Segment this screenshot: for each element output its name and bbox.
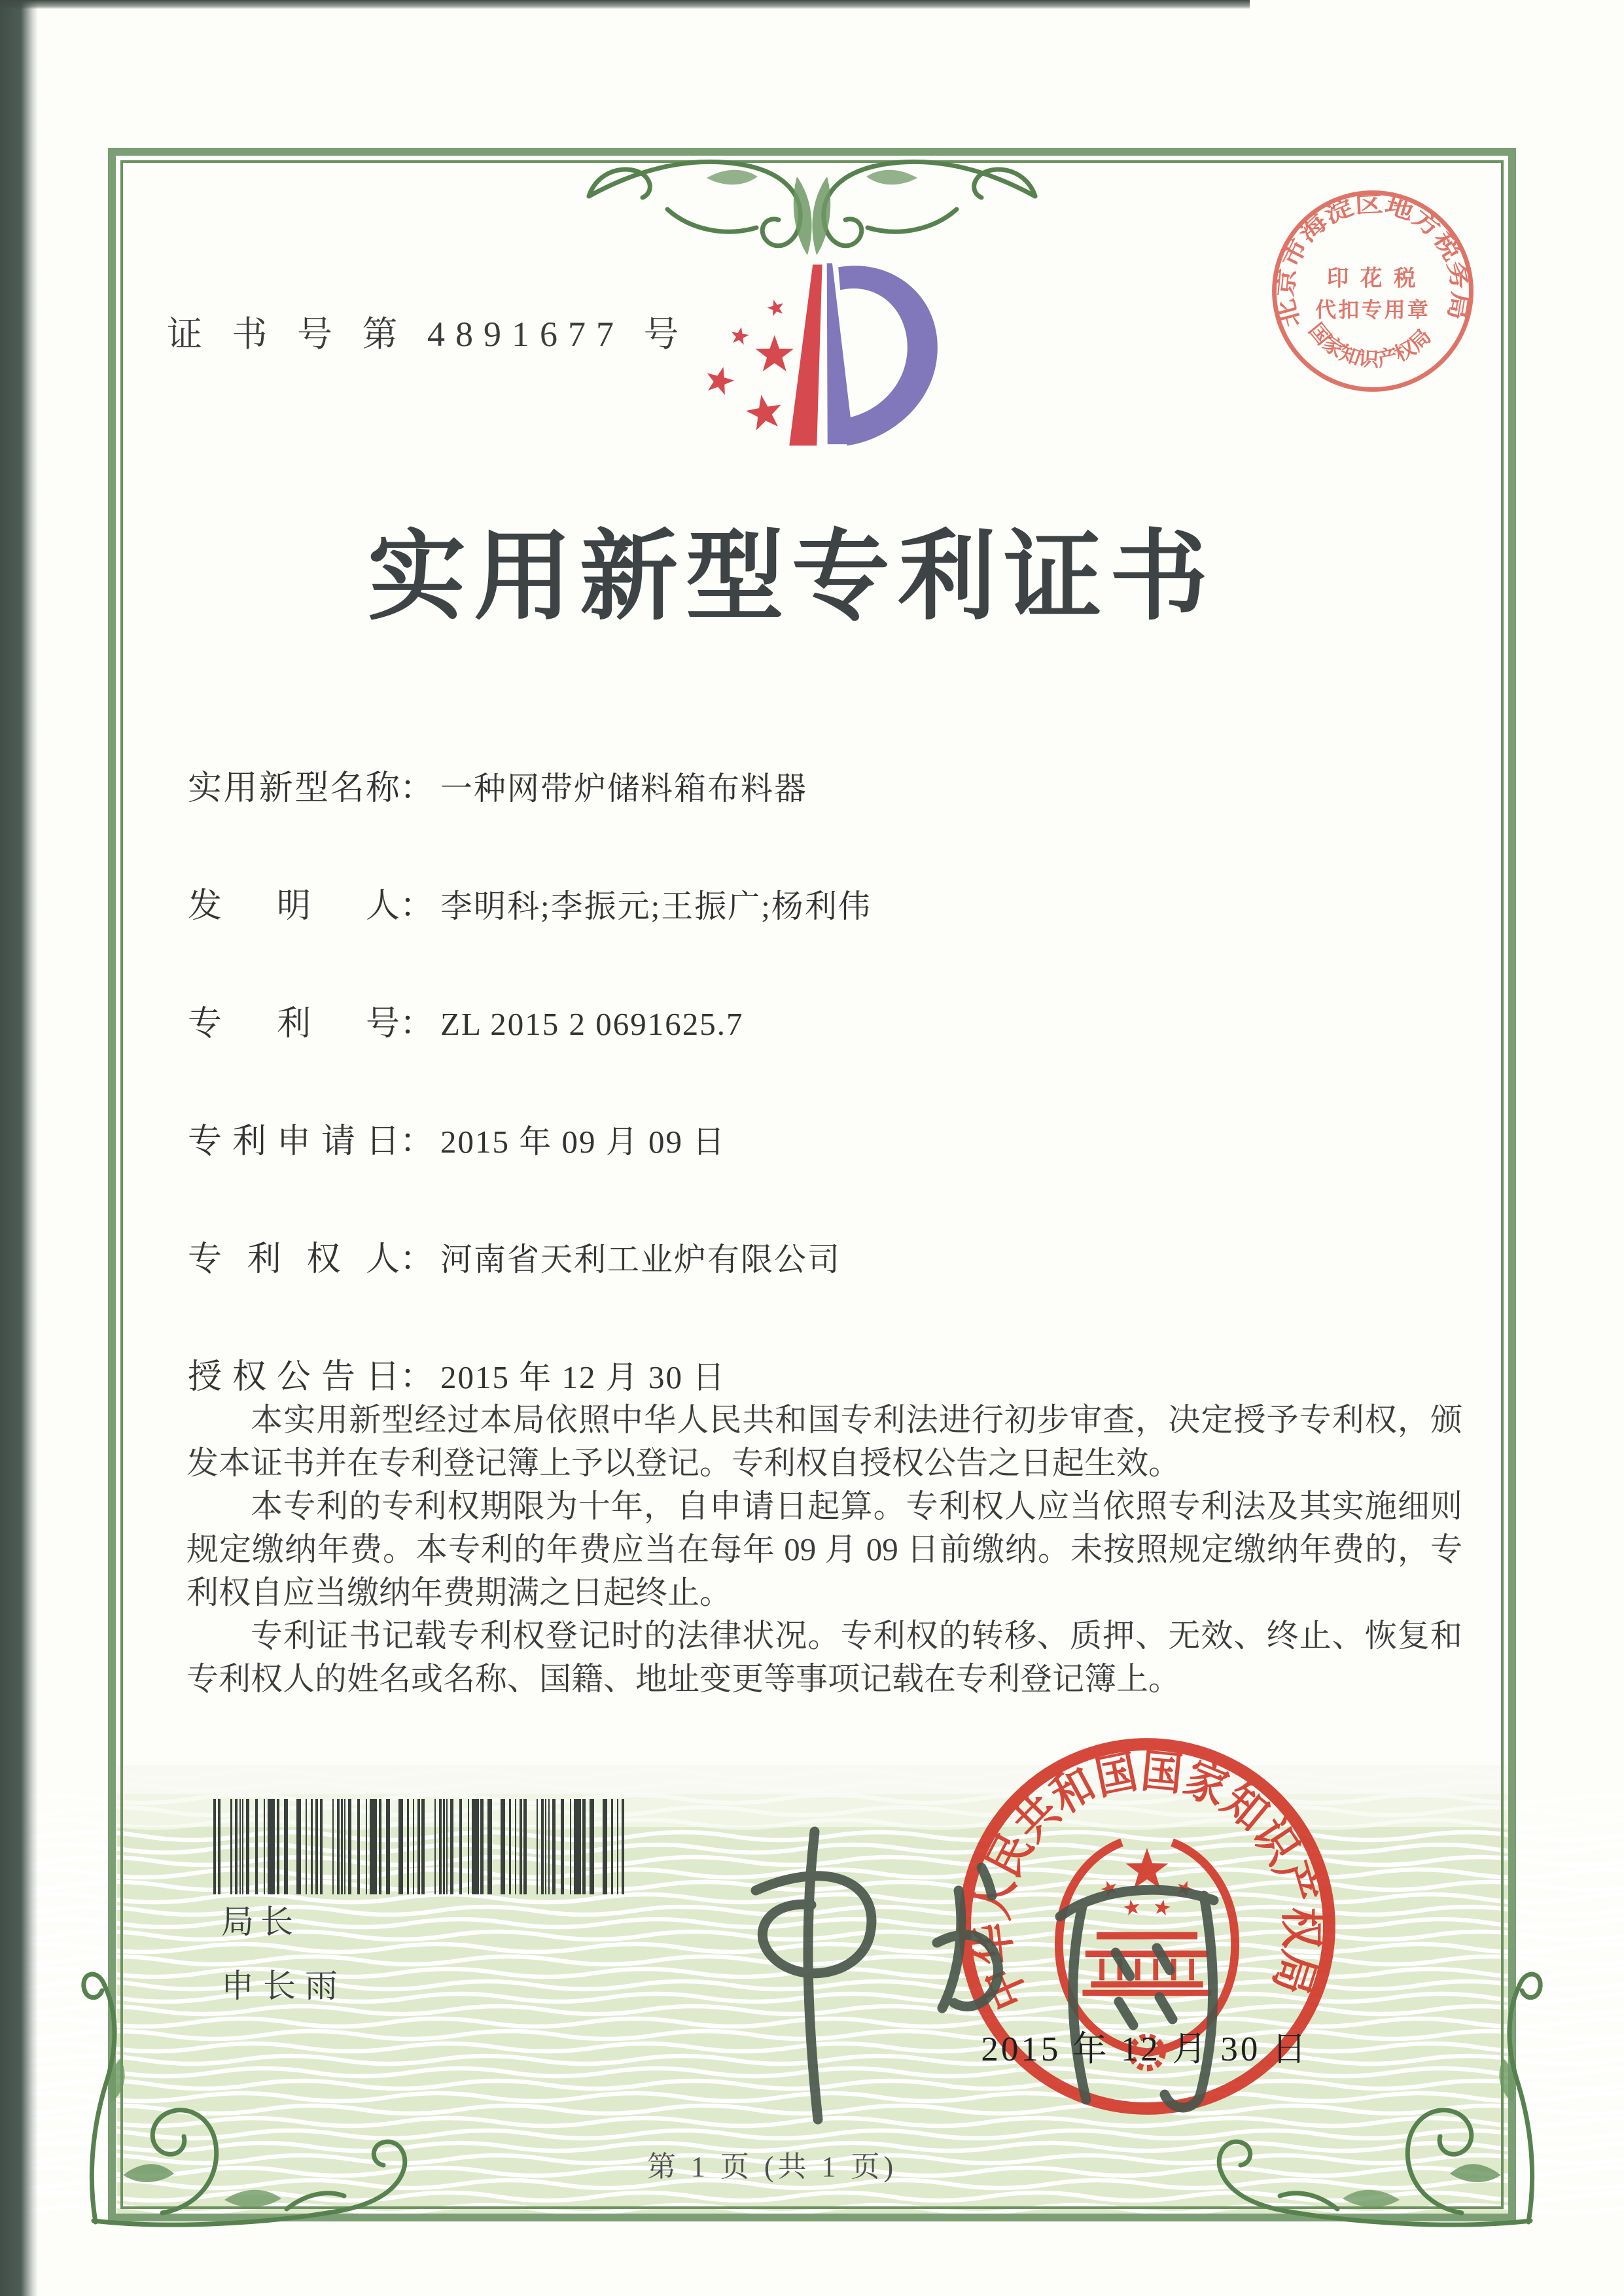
barcode [213,1799,627,1894]
director-signature [707,1812,1243,2139]
logo-star-icon [767,300,783,316]
tax-stamp-arc-top-text: 北京市海淀区地方税务局 [1273,192,1472,330]
field-label: 授权公告日 [188,1359,400,1396]
field-row-patent-number [188,996,744,1045]
legal-paragraph: 专利证书记载专利权登记时的法律状况。专利权的转移、质押、无效、终止、恢复和专利权人的姓名或名称、国籍、地址变更等事项记载在专利登记簿上。 [186,1618,1462,1697]
field-value: 李明科;李振元;王振广;杨利伟 [440,888,872,924]
svg-text:国家知识产权局 [1305,319,1436,372]
field-colon: ： [400,888,434,925]
tax-stamp-arc-bottom-text: 国家知识产权局 [1304,319,1436,372]
field-row-grant-date [188,1349,726,1398]
logo-star-icon [732,327,749,345]
stamp-tax-office [1265,183,1481,399]
field-colon: ： [400,770,434,807]
field-row-inventors [188,878,872,927]
page-number-footer: 第 1 页 (共 1 页) [646,2151,898,2183]
logo-star-icon [756,335,794,372]
field-value: 一种网带炉储料箱布料器 [440,771,808,807]
logo-star-icon [707,367,735,395]
director-label: 局长 [221,1904,300,1940]
field-value: 2015 年 12 月 30 日 [440,1359,726,1395]
issue-date: 2015 年 12 月 30 日 [981,2030,1309,2068]
director-name: 申长雨 [221,1968,347,2004]
field-colon: ： [400,1123,434,1160]
legal-paragraph: 本实用新型经过本局依照中华人民共和国专利法进行初步审查，决定授予专利权，颁发本证书并在专利登记簿上予以登记。专利权自授权公告之日起生效。 [186,1402,1462,1481]
certificate-number: 证 书 号 第 4891677 号 [167,315,690,354]
logo-purple-wedge [827,263,854,444]
field-label: 专利号 [188,1005,400,1043]
legal-paragraph: 本专利的专利权期限为十年，自申请日起算。专利权人应当依照专利法及其实施细则规定缴纳年费。本专利的年费应当在每年 09 月 09 日前缴纳。未按照规定缴纳年费的，专利权自应当缴纳年费期满之日起终止。 [186,1488,1462,1610]
field-label: 专利权人 [188,1241,400,1278]
tax-stamp-center-line2: 代扣专用章 [1315,298,1430,322]
cnipa-logo [674,239,942,481]
field-value: ZL 2015 2 0691625.7 [440,1006,744,1042]
field-label: 实用新型名称 [188,770,400,807]
page-edge-shadow-top [0,0,1250,9]
field-row-patentee [188,1231,841,1280]
certificate-title: 实用新型专利证书 [367,523,1216,632]
seal-org-text: 中华人民共和国国家知识产权局 [965,1745,1327,2017]
field-label: 专利申请日 [188,1123,400,1160]
field-colon: ： [400,1241,434,1278]
field-colon: ： [400,1359,434,1396]
field-colon: ： [400,1005,434,1043]
logo-p-bowl [838,266,938,445]
field-value: 2015 年 09 月 09 日 [440,1124,726,1160]
logo-red-wedge [789,264,822,445]
page-edge-shadow-left [0,0,38,2296]
tax-stamp-center-line1: 印 花 税 [1326,266,1419,291]
field-value: 河南省天利工业炉有限公司 [440,1242,841,1278]
logo-star-icon [746,395,781,430]
legal-text-block [186,1399,1462,1701]
field-row-filing-date [188,1113,726,1162]
field-label: 发明人 [188,888,400,925]
field-row-name [188,760,807,809]
